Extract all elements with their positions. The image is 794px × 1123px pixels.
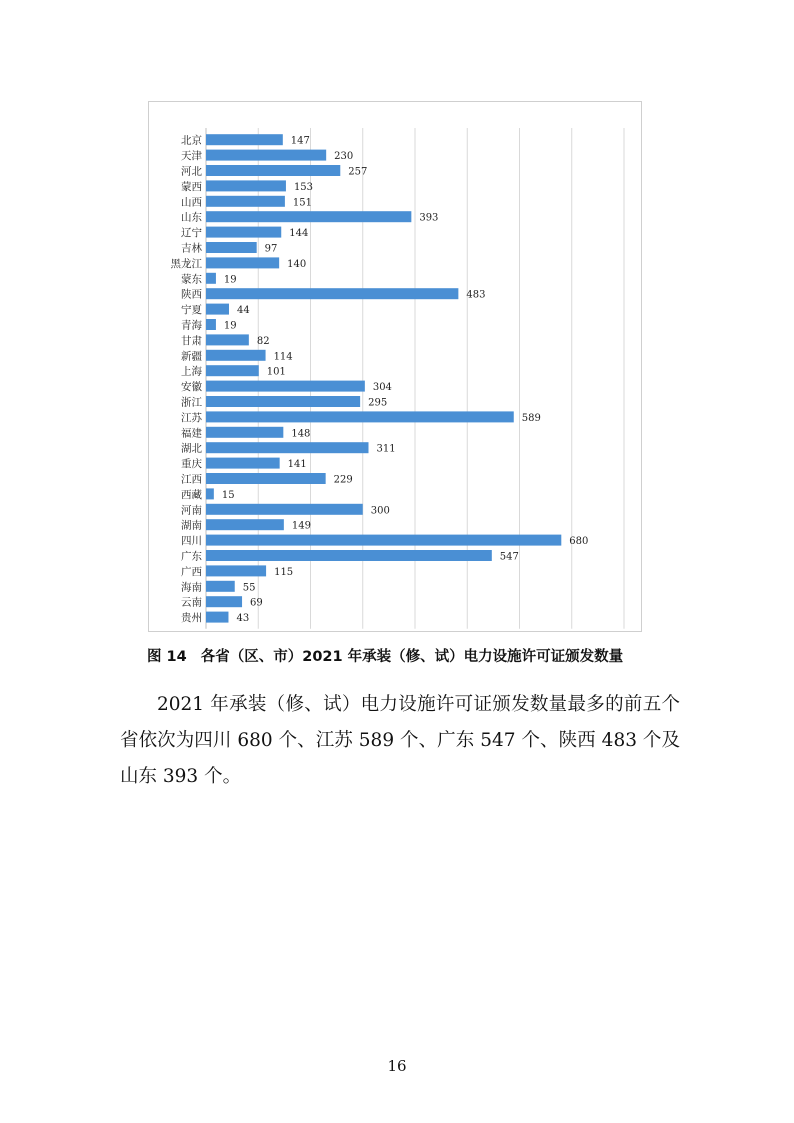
- bar: [206, 180, 286, 191]
- category-label: 吉林: [181, 242, 202, 255]
- bar: [206, 581, 235, 592]
- data-label: 44: [236, 305, 250, 317]
- category-label: 蒙东: [181, 273, 202, 286]
- category-label: 贵州: [181, 612, 202, 625]
- data-label: 547: [499, 551, 519, 563]
- data-label: 680: [569, 536, 589, 548]
- bar: [206, 596, 242, 607]
- bar: [206, 488, 214, 499]
- data-label: 19: [223, 320, 237, 332]
- data-label: 114: [273, 351, 293, 363]
- category-label: 四川: [181, 535, 202, 548]
- bar: [206, 396, 360, 407]
- category-label: 河北: [181, 165, 202, 178]
- data-label: 55: [242, 582, 256, 594]
- bar: [206, 612, 228, 623]
- category-label: 北京: [181, 134, 202, 147]
- data-label: 153: [293, 181, 314, 193]
- category-label: 安徽: [181, 381, 202, 394]
- category-label: 重庆: [181, 458, 202, 471]
- category-label: 山西: [181, 196, 202, 209]
- category-label: 江苏: [181, 411, 202, 424]
- category-label: 西藏: [181, 488, 202, 501]
- category-label: 新疆: [181, 350, 202, 363]
- bar: [206, 211, 411, 222]
- data-label: 295: [368, 397, 388, 409]
- data-label: 141: [287, 459, 307, 471]
- bar: [206, 273, 216, 284]
- category-label: 天津: [181, 150, 202, 163]
- bar: [206, 304, 229, 315]
- category-label: 宁夏: [181, 304, 202, 317]
- data-label: 43: [236, 613, 250, 625]
- bar: [206, 134, 283, 145]
- bar: [206, 350, 266, 361]
- bar: [206, 381, 365, 392]
- data-label: 483: [466, 289, 486, 301]
- data-label: 311: [376, 443, 396, 455]
- data-label: 101: [266, 366, 286, 378]
- data-label: 229: [333, 474, 353, 486]
- data-label: 147: [290, 135, 310, 147]
- bar: [206, 242, 257, 253]
- bar: [206, 196, 285, 207]
- bar-chart: [148, 101, 642, 632]
- bar: [206, 257, 279, 268]
- bar: [206, 227, 281, 238]
- data-label: 144: [289, 228, 309, 240]
- category-label: 黑龙江: [170, 257, 202, 270]
- data-label: 393: [419, 212, 439, 224]
- bar: [206, 288, 458, 299]
- bar: [206, 427, 283, 438]
- category-label: 湖北: [181, 442, 202, 455]
- body-text: [120, 687, 680, 795]
- category-label: 广东: [181, 550, 202, 563]
- bar: [206, 334, 249, 345]
- data-label: 230: [334, 151, 354, 163]
- data-label: 69: [250, 597, 263, 609]
- figure-caption: [147, 645, 623, 666]
- data-label: 304: [372, 382, 392, 394]
- bar: [206, 550, 492, 561]
- paragraph: 2021 年承装（修、试）电力设施许可证颁发数量最多的前五个省依次为四川 680 个、江苏 589 个、广东 547 个、陕西 483 个及山东 393 个。: [120, 694, 680, 787]
- bar: [206, 565, 266, 576]
- category-label: 陕西: [181, 288, 202, 301]
- category-label: 浙江: [181, 396, 202, 409]
- data-label: 15: [221, 489, 235, 501]
- category-label: 云南: [181, 596, 202, 609]
- category-label: 江西: [181, 473, 202, 486]
- data-label: 151: [292, 197, 312, 209]
- chart-canvas: [149, 102, 643, 633]
- bar: [206, 535, 561, 546]
- bar: [206, 319, 216, 330]
- data-label: 97: [264, 243, 278, 255]
- category-label: 蒙西: [181, 180, 202, 193]
- category-label: 河南: [181, 504, 202, 517]
- bar: [206, 458, 280, 469]
- category-label: 甘肃: [181, 334, 202, 347]
- bar: [206, 150, 326, 161]
- bar: [206, 442, 368, 453]
- data-label: 149: [291, 520, 311, 532]
- figure-title: 各省（区、市）2021 年承装（修、试）电力设施许可证颁发数量: [200, 649, 624, 665]
- data-label: 82: [256, 335, 270, 347]
- data-label: 148: [291, 428, 311, 440]
- category-label: 辽宁: [181, 227, 202, 240]
- data-label: 300: [370, 505, 390, 517]
- bar: [206, 411, 514, 422]
- category-label: 青海: [181, 319, 202, 332]
- category-label: 广西: [181, 565, 202, 578]
- category-label: 福建: [181, 427, 202, 440]
- bar: [206, 165, 340, 176]
- page-number: 16: [387, 1057, 407, 1075]
- data-label: 115: [274, 566, 294, 578]
- category-label: 上海: [181, 365, 202, 378]
- data-label: 257: [348, 166, 368, 178]
- bar: [206, 473, 326, 484]
- data-label: 589: [521, 412, 541, 424]
- data-label: 19: [223, 274, 237, 286]
- category-label: 海南: [181, 581, 202, 594]
- bar: [206, 519, 284, 530]
- data-label: 140: [287, 258, 307, 270]
- category-label: 山东: [181, 211, 202, 224]
- category-label: 湖南: [181, 519, 202, 532]
- bar: [206, 504, 363, 515]
- bar: [206, 365, 259, 376]
- figure-number: 图 14: [147, 649, 187, 665]
